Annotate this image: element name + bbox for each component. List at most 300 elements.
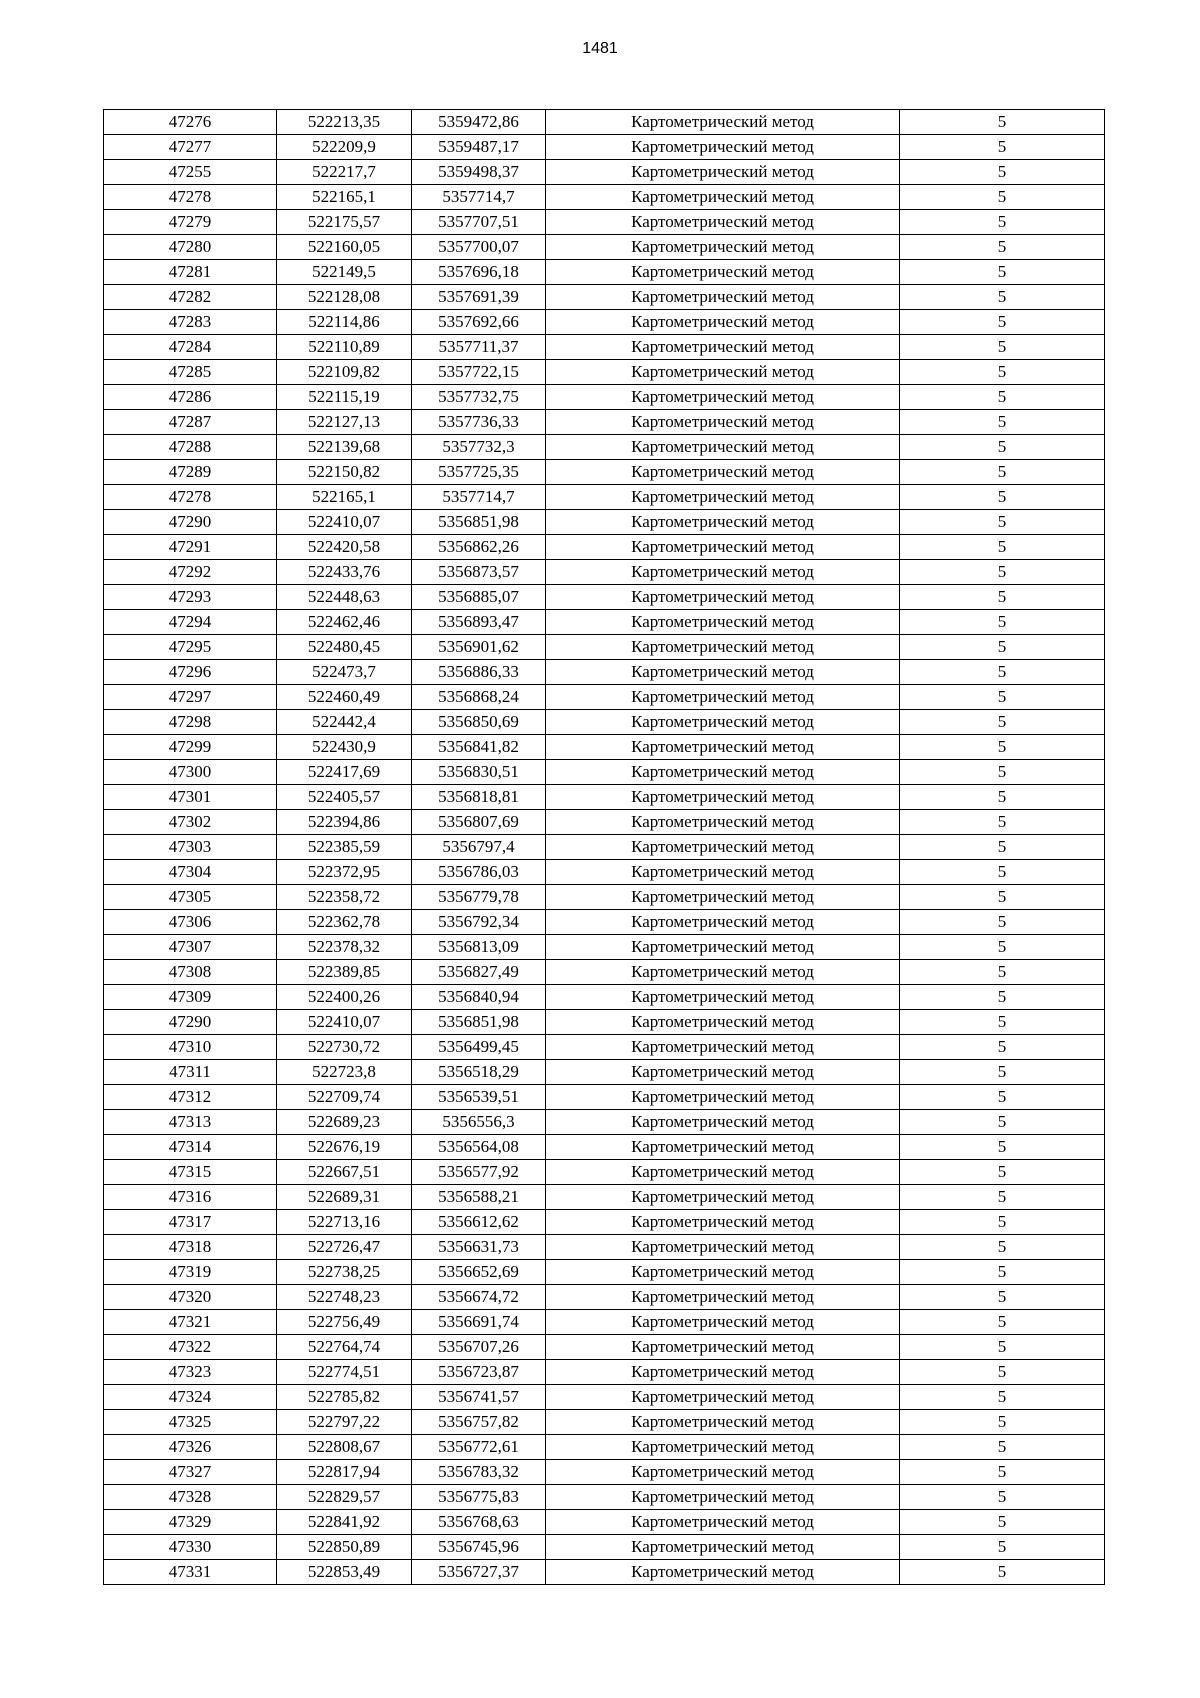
x-coordinate-cell: 522175,57 [277,210,412,235]
accuracy-cell: 5 [900,1135,1105,1160]
x-coordinate-cell: 522713,16 [277,1210,412,1235]
y-coordinate-cell: 5356674,72 [412,1285,546,1310]
point-number-cell: 47320 [104,1285,277,1310]
method-cell: Картометрический метод [546,535,900,560]
table-row [104,1310,1105,1335]
x-coordinate-cell: 522785,82 [277,1385,412,1410]
x-coordinate-cell: 522217,7 [277,160,412,185]
x-coordinate-cell: 522128,08 [277,285,412,310]
y-coordinate-cell: 5356862,26 [412,535,546,560]
x-coordinate-cell: 522385,59 [277,835,412,860]
y-coordinate-cell: 5356588,21 [412,1185,546,1210]
y-coordinate-cell: 5356745,96 [412,1535,546,1560]
point-number-cell: 47323 [104,1360,277,1385]
accuracy-cell: 5 [900,410,1105,435]
accuracy-cell: 5 [900,185,1105,210]
table-row [104,1285,1105,1310]
y-coordinate-cell: 5357700,07 [412,235,546,260]
method-cell: Картометрический метод [546,435,900,460]
table-row [104,635,1105,660]
table-row [104,435,1105,460]
x-coordinate-cell: 522841,92 [277,1510,412,1535]
table-row [104,1385,1105,1410]
x-coordinate-cell: 522667,51 [277,1160,412,1185]
table-row [104,1435,1105,1460]
x-coordinate-cell: 522165,1 [277,485,412,510]
method-cell: Картометрический метод [546,1260,900,1285]
x-coordinate-cell: 522748,23 [277,1285,412,1310]
y-coordinate-cell: 5356612,62 [412,1210,546,1235]
y-coordinate-cell: 5356827,49 [412,960,546,985]
x-coordinate-cell: 522774,51 [277,1360,412,1385]
x-coordinate-cell: 522127,13 [277,410,412,435]
accuracy-cell: 5 [900,1285,1105,1310]
y-coordinate-cell: 5356797,4 [412,835,546,860]
method-cell: Картометрический метод [546,1310,900,1335]
point-number-cell: 47310 [104,1035,277,1060]
accuracy-cell: 5 [900,935,1105,960]
point-number-cell: 47289 [104,460,277,485]
table-row [104,1210,1105,1235]
method-cell: Картометрический метод [546,335,900,360]
point-number-cell: 47285 [104,360,277,385]
x-coordinate-cell: 522400,26 [277,985,412,1010]
x-coordinate-cell: 522797,22 [277,1410,412,1435]
y-coordinate-cell: 5356652,69 [412,1260,546,1285]
point-number-cell: 47305 [104,885,277,910]
method-cell: Картометрический метод [546,835,900,860]
page-number: 1481 [582,40,618,57]
method-cell: Картометрический метод [546,310,900,335]
method-cell: Картометрический метод [546,360,900,385]
y-coordinate-cell: 5356707,26 [412,1335,546,1360]
accuracy-cell: 5 [900,560,1105,585]
point-number-cell: 47279 [104,210,277,235]
y-coordinate-cell: 5356886,33 [412,660,546,685]
accuracy-cell: 5 [900,1310,1105,1335]
x-coordinate-cell: 522723,8 [277,1060,412,1085]
point-number-cell: 47278 [104,185,277,210]
point-number-cell: 47318 [104,1235,277,1260]
table-row [104,1460,1105,1485]
accuracy-cell: 5 [900,1385,1105,1410]
accuracy-cell: 5 [900,1235,1105,1260]
table-row [104,660,1105,685]
y-coordinate-cell: 5356783,32 [412,1460,546,1485]
x-coordinate-cell: 522448,63 [277,585,412,610]
y-coordinate-cell: 5356757,82 [412,1410,546,1435]
accuracy-cell: 5 [900,810,1105,835]
method-cell: Картометрический метод [546,1335,900,1360]
accuracy-cell: 5 [900,1185,1105,1210]
method-cell: Картометрический метод [546,710,900,735]
y-coordinate-cell: 5356768,63 [412,1510,546,1535]
table-row [104,1035,1105,1060]
accuracy-cell: 5 [900,335,1105,360]
y-coordinate-cell: 5356893,47 [412,610,546,635]
method-cell: Картометрический метод [546,485,900,510]
y-coordinate-cell: 5356901,62 [412,635,546,660]
y-coordinate-cell: 5356807,69 [412,810,546,835]
y-coordinate-cell: 5356786,03 [412,860,546,885]
y-coordinate-cell: 5356727,37 [412,1560,546,1585]
accuracy-cell: 5 [900,985,1105,1010]
point-number-cell: 47329 [104,1510,277,1535]
y-coordinate-cell: 5357714,7 [412,485,546,510]
y-coordinate-cell: 5356851,98 [412,510,546,535]
accuracy-cell: 5 [900,235,1105,260]
method-cell: Картометрический метод [546,285,900,310]
point-number-cell: 47308 [104,960,277,985]
method-cell: Картометрический метод [546,510,900,535]
x-coordinate-cell: 522462,46 [277,610,412,635]
table-row [104,1060,1105,1085]
accuracy-cell: 5 [900,1510,1105,1535]
y-coordinate-cell: 5357725,35 [412,460,546,485]
point-number-cell: 47330 [104,1535,277,1560]
table-row [104,235,1105,260]
y-coordinate-cell: 5356539,51 [412,1085,546,1110]
accuracy-cell: 5 [900,1110,1105,1135]
accuracy-cell: 5 [900,285,1105,310]
method-cell: Картометрический метод [546,635,900,660]
accuracy-cell: 5 [900,660,1105,685]
accuracy-cell: 5 [900,685,1105,710]
method-cell: Картометрический метод [546,785,900,810]
accuracy-cell: 5 [900,835,1105,860]
point-number-cell: 47287 [104,410,277,435]
x-coordinate-cell: 522405,57 [277,785,412,810]
accuracy-cell: 5 [900,1335,1105,1360]
table-row [104,1110,1105,1135]
y-coordinate-cell: 5357696,18 [412,260,546,285]
x-coordinate-cell: 522853,49 [277,1560,412,1585]
x-coordinate-cell: 522150,82 [277,460,412,485]
table-row [104,1510,1105,1535]
coordinates-table [103,109,1105,1585]
method-cell: Картометрический метод [546,860,900,885]
method-cell: Картометрический метод [546,185,900,210]
y-coordinate-cell: 5359487,17 [412,135,546,160]
x-coordinate-cell: 522689,31 [277,1185,412,1210]
point-number-cell: 47292 [104,560,277,585]
method-cell: Картометрический метод [546,660,900,685]
x-coordinate-cell: 522160,05 [277,235,412,260]
point-number-cell: 47288 [104,435,277,460]
x-coordinate-cell: 522372,95 [277,860,412,885]
accuracy-cell: 5 [900,1160,1105,1185]
y-coordinate-cell: 5356779,78 [412,885,546,910]
table-row [104,210,1105,235]
table-row [104,160,1105,185]
accuracy-cell: 5 [900,1560,1105,1585]
accuracy-cell: 5 [900,485,1105,510]
y-coordinate-cell: 5357691,39 [412,285,546,310]
accuracy-cell: 5 [900,460,1105,485]
table-row [104,560,1105,585]
table-row [104,135,1105,160]
point-number-cell: 47309 [104,985,277,1010]
x-coordinate-cell: 522410,07 [277,1010,412,1035]
method-cell: Картометрический метод [546,1560,900,1585]
x-coordinate-cell: 522808,67 [277,1435,412,1460]
y-coordinate-cell: 5359472,86 [412,110,546,135]
x-coordinate-cell: 522817,94 [277,1460,412,1485]
accuracy-cell: 5 [900,1435,1105,1460]
table-row [104,1535,1105,1560]
method-cell: Картометрический метод [546,585,900,610]
accuracy-cell: 5 [900,960,1105,985]
y-coordinate-cell: 5357736,33 [412,410,546,435]
table-row [104,835,1105,860]
table-row [104,1485,1105,1510]
method-cell: Картометрический метод [546,210,900,235]
point-number-cell: 47278 [104,485,277,510]
y-coordinate-cell: 5356851,98 [412,1010,546,1035]
accuracy-cell: 5 [900,1260,1105,1285]
table-row [104,185,1105,210]
accuracy-cell: 5 [900,1485,1105,1510]
y-coordinate-cell: 5356564,08 [412,1135,546,1160]
point-number-cell: 47319 [104,1260,277,1285]
point-number-cell: 47307 [104,935,277,960]
table-row [104,585,1105,610]
y-coordinate-cell: 5356873,57 [412,560,546,585]
method-cell: Картометрический метод [546,260,900,285]
y-coordinate-cell: 5357711,37 [412,335,546,360]
point-number-cell: 47322 [104,1335,277,1360]
method-cell: Картометрический метод [546,885,900,910]
x-coordinate-cell: 522420,58 [277,535,412,560]
y-coordinate-cell: 5356577,92 [412,1160,546,1185]
point-number-cell: 47290 [104,1010,277,1035]
method-cell: Картометрический метод [546,410,900,435]
point-number-cell: 47321 [104,1310,277,1335]
x-coordinate-cell: 522829,57 [277,1485,412,1510]
x-coordinate-cell: 522850,89 [277,1535,412,1560]
accuracy-cell: 5 [900,585,1105,610]
method-cell: Картометрический метод [546,685,900,710]
y-coordinate-cell: 5356518,29 [412,1060,546,1085]
table-body [104,110,1105,1585]
point-number-cell: 47281 [104,260,277,285]
accuracy-cell: 5 [900,885,1105,910]
point-number-cell: 47255 [104,160,277,185]
point-number-cell: 47286 [104,385,277,410]
y-coordinate-cell: 5356813,09 [412,935,546,960]
table-row [104,1335,1105,1360]
accuracy-cell: 5 [900,385,1105,410]
accuracy-cell: 5 [900,735,1105,760]
x-coordinate-cell: 522756,49 [277,1310,412,1335]
x-coordinate-cell: 522394,86 [277,810,412,835]
method-cell: Картометрический метод [546,1110,900,1135]
x-coordinate-cell: 522110,89 [277,335,412,360]
x-coordinate-cell: 522389,85 [277,960,412,985]
table-row [104,1260,1105,1285]
method-cell: Картометрический метод [546,1485,900,1510]
table-row [104,735,1105,760]
point-number-cell: 47300 [104,760,277,785]
table-row [104,485,1105,510]
accuracy-cell: 5 [900,910,1105,935]
y-coordinate-cell: 5357732,3 [412,435,546,460]
accuracy-cell: 5 [900,785,1105,810]
method-cell: Картометрический метод [546,610,900,635]
accuracy-cell: 5 [900,635,1105,660]
y-coordinate-cell: 5357714,7 [412,185,546,210]
method-cell: Картометрический метод [546,460,900,485]
method-cell: Картометрический метод [546,1410,900,1435]
y-coordinate-cell: 5356775,83 [412,1485,546,1510]
table-row [104,410,1105,435]
x-coordinate-cell: 522213,35 [277,110,412,135]
accuracy-cell: 5 [900,1085,1105,1110]
point-number-cell: 47314 [104,1135,277,1160]
point-number-cell: 47294 [104,610,277,635]
y-coordinate-cell: 5356885,07 [412,585,546,610]
method-cell: Картометрический метод [546,560,900,585]
x-coordinate-cell: 522473,7 [277,660,412,685]
x-coordinate-cell: 522433,76 [277,560,412,585]
method-cell: Картометрический метод [546,110,900,135]
accuracy-cell: 5 [900,1535,1105,1560]
method-cell: Картометрический метод [546,1160,900,1185]
point-number-cell: 47296 [104,660,277,685]
point-number-cell: 47299 [104,735,277,760]
method-cell: Картометрический метод [546,910,900,935]
y-coordinate-cell: 5356850,69 [412,710,546,735]
x-coordinate-cell: 522460,49 [277,685,412,710]
method-cell: Картометрический метод [546,1535,900,1560]
method-cell: Картометрический метод [546,1035,900,1060]
point-number-cell: 47297 [104,685,277,710]
point-number-cell: 47316 [104,1185,277,1210]
point-number-cell: 47325 [104,1410,277,1435]
method-cell: Картометрический метод [546,1510,900,1535]
table-row [104,785,1105,810]
x-coordinate-cell: 522139,68 [277,435,412,460]
table-row [104,1160,1105,1185]
table-row [104,460,1105,485]
point-number-cell: 47327 [104,1460,277,1485]
x-coordinate-cell: 522149,5 [277,260,412,285]
x-coordinate-cell: 522676,19 [277,1135,412,1160]
method-cell: Картометрический метод [546,1135,900,1160]
table-row [104,935,1105,960]
accuracy-cell: 5 [900,1060,1105,1085]
point-number-cell: 47283 [104,310,277,335]
point-number-cell: 47311 [104,1060,277,1085]
accuracy-cell: 5 [900,160,1105,185]
accuracy-cell: 5 [900,1360,1105,1385]
point-number-cell: 47331 [104,1560,277,1585]
y-coordinate-cell: 5356723,87 [412,1360,546,1385]
point-number-cell: 47315 [104,1160,277,1185]
table-row [104,885,1105,910]
accuracy-cell: 5 [900,860,1105,885]
x-coordinate-cell: 522378,32 [277,935,412,960]
table-row [104,960,1105,985]
y-coordinate-cell: 5356499,45 [412,1035,546,1060]
point-number-cell: 47277 [104,135,277,160]
point-number-cell: 47328 [104,1485,277,1510]
x-coordinate-cell: 522362,78 [277,910,412,935]
y-coordinate-cell: 5356840,94 [412,985,546,1010]
point-number-cell: 47324 [104,1385,277,1410]
method-cell: Картометрический метод [546,735,900,760]
point-number-cell: 47302 [104,810,277,835]
x-coordinate-cell: 522209,9 [277,135,412,160]
x-coordinate-cell: 522430,9 [277,735,412,760]
y-coordinate-cell: 5356741,57 [412,1385,546,1410]
accuracy-cell: 5 [900,1010,1105,1035]
accuracy-cell: 5 [900,1460,1105,1485]
point-number-cell: 47276 [104,110,277,135]
x-coordinate-cell: 522764,74 [277,1335,412,1360]
table-row [104,1010,1105,1035]
table-row [104,385,1105,410]
point-number-cell: 47290 [104,510,277,535]
y-coordinate-cell: 5356792,34 [412,910,546,935]
x-coordinate-cell: 522730,72 [277,1035,412,1060]
method-cell: Картометрический метод [546,1285,900,1310]
table-row [104,1360,1105,1385]
y-coordinate-cell: 5357692,66 [412,310,546,335]
x-coordinate-cell: 522480,45 [277,635,412,660]
accuracy-cell: 5 [900,710,1105,735]
method-cell: Картометрический метод [546,385,900,410]
y-coordinate-cell: 5356868,24 [412,685,546,710]
method-cell: Картометрический метод [546,1360,900,1385]
accuracy-cell: 5 [900,260,1105,285]
method-cell: Картометрический метод [546,1435,900,1460]
accuracy-cell: 5 [900,210,1105,235]
point-number-cell: 47284 [104,335,277,360]
point-number-cell: 47326 [104,1435,277,1460]
table-row [104,1185,1105,1210]
point-number-cell: 47282 [104,285,277,310]
point-number-cell: 47312 [104,1085,277,1110]
table-row [104,260,1105,285]
table-row [104,1135,1105,1160]
y-coordinate-cell: 5357707,51 [412,210,546,235]
table-row [104,1085,1105,1110]
table-row [104,910,1105,935]
table-row [104,110,1105,135]
x-coordinate-cell: 522738,25 [277,1260,412,1285]
table-row [104,610,1105,635]
method-cell: Картометрический метод [546,810,900,835]
table-row [104,1235,1105,1260]
x-coordinate-cell: 522358,72 [277,885,412,910]
x-coordinate-cell: 522417,69 [277,760,412,785]
x-coordinate-cell: 522165,1 [277,185,412,210]
accuracy-cell: 5 [900,310,1105,335]
x-coordinate-cell: 522709,74 [277,1085,412,1110]
point-number-cell: 47280 [104,235,277,260]
method-cell: Картометрический метод [546,1185,900,1210]
table-row [104,1410,1105,1435]
point-number-cell: 47317 [104,1210,277,1235]
table-row [104,860,1105,885]
table-row [104,810,1105,835]
table-row [104,510,1105,535]
method-cell: Картометрический метод [546,1085,900,1110]
y-coordinate-cell: 5356556,3 [412,1110,546,1135]
accuracy-cell: 5 [900,1410,1105,1435]
y-coordinate-cell: 5356830,51 [412,760,546,785]
